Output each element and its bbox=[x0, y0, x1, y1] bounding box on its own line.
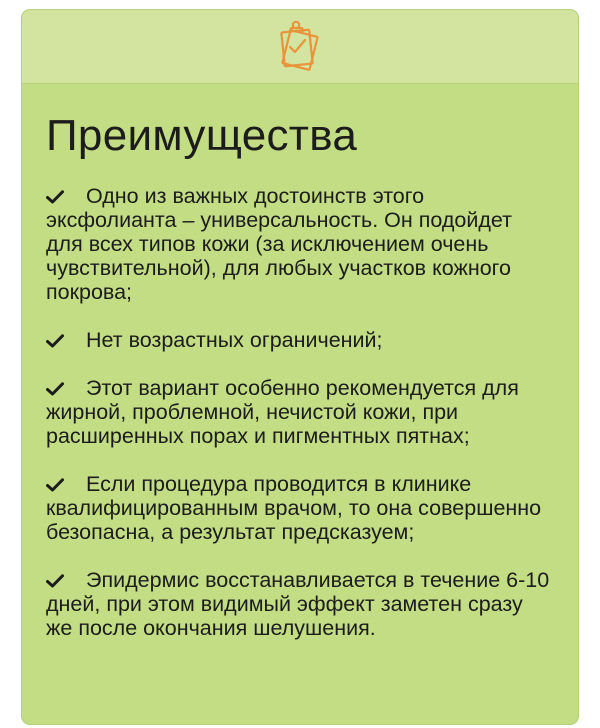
clipboard-check-icon bbox=[276, 19, 324, 75]
checkmark-icon bbox=[46, 478, 64, 492]
list-item bbox=[46, 328, 554, 352]
card-body bbox=[22, 84, 578, 640]
list-item-text: Нет возрастных ограничений; bbox=[86, 328, 383, 352]
advantages-list bbox=[46, 184, 554, 640]
list-item-text: Если процедура проводится в клинике квалифицированным врачом, то она совершенно безопасна, а результат предсказуем; bbox=[46, 472, 542, 544]
checkmark-icon bbox=[46, 190, 64, 204]
list-item-text: Одно из важных достоинств этого эксфолианта – универсальность. Он подойдет для всех типов кожи (за исключением очень чувствительной), для любых участков кожного покрова; bbox=[46, 184, 512, 304]
section-title: Преимущества bbox=[46, 111, 358, 160]
list-item bbox=[46, 472, 554, 544]
list-item-text: Эпидермис восстанавливается в течение 6-10 дней, при этом видимый эффект заметен сразу же после окончания шелушения. bbox=[46, 568, 550, 640]
list-item-text: Этот вариант особенно рекомендуется для жирной, проблемной, нечистой кожи, при расширенных порах и пигментных пятнах; bbox=[46, 376, 519, 448]
list-item bbox=[46, 376, 554, 448]
list-item bbox=[46, 184, 554, 304]
checkmark-icon bbox=[46, 334, 64, 348]
list-item bbox=[46, 568, 554, 640]
card-header bbox=[22, 10, 578, 84]
checkmark-icon bbox=[46, 574, 64, 588]
advantages-card bbox=[22, 10, 578, 724]
checkmark-icon bbox=[46, 382, 64, 396]
